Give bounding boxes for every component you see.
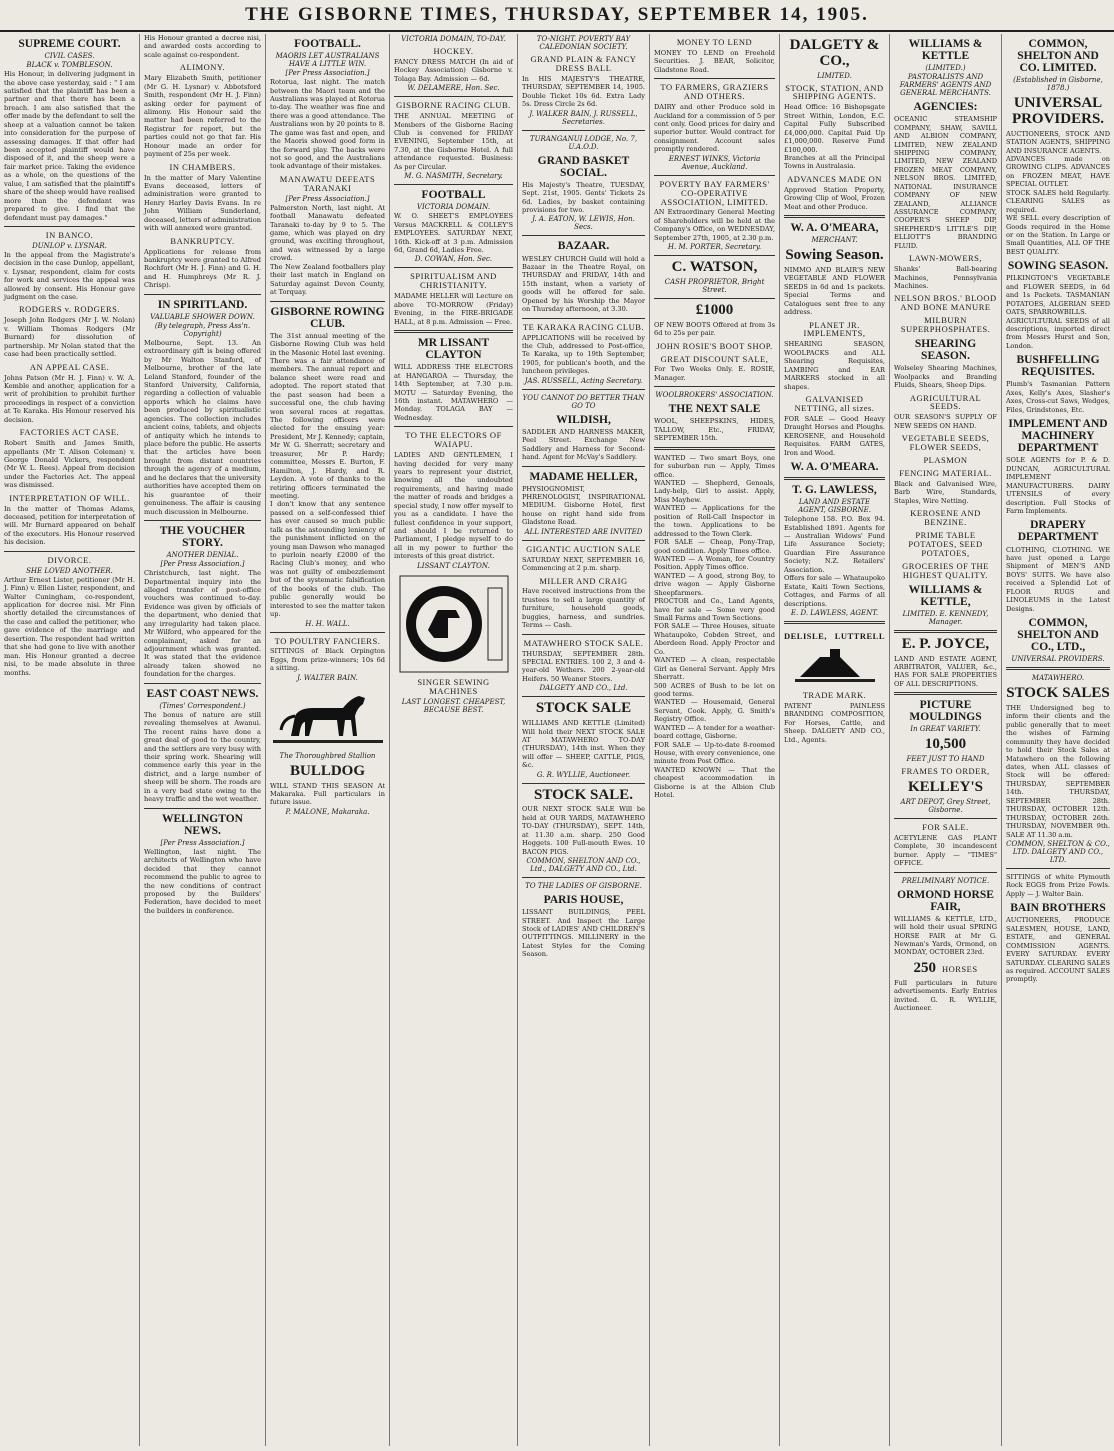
ad-text: WILLIAMS & KETTLE, LTD., will hold their usual SPRING HORSE FAIR at Mr G. Newman's Yards, Ormond, on MONDAY, OCTOBER 23rd. xyxy=(894,914,997,957)
ad-text: AN Extraordinary General Meeting of Shareholders will be held at the Company's Office, on WEDNESDAY, September 27th, 1905, at 2.30 p.m. xyxy=(654,208,775,242)
ad-text: SATURDAY NEXT, SEPTEMBER 16, Commencing at 2 p.m. sharp. xyxy=(522,555,645,573)
racing-club-heading: GISBORNE RACING CLUB. xyxy=(396,100,511,111)
ad-text: Branches at all the Principal Towns in Australasia. xyxy=(784,153,885,171)
divider xyxy=(394,426,513,427)
column-4 xyxy=(390,34,518,1446)
bushfelling-heading: BUSHFELLING REQUISITES. xyxy=(1016,354,1100,379)
ad-text: LADIES AND GENTLEMEN, I having decided for very many years to represent your district, knowing all the undoubted requirements, and having made the matter of roads and bridges a special study, I now offer myself to you as a candidate. I have the fullest confidence in your support, and should I be returned to Parliament, I pledge myself to do all in my power to further the interests of this great district. xyxy=(394,451,513,561)
classified-ad: WANTED — A tender for a weather-board cottage, Gisborne. xyxy=(654,723,775,741)
divider xyxy=(522,389,645,390)
signature: M. G. NASMITH, Secretary. xyxy=(404,172,503,181)
hockey-heading: HOCKEY. xyxy=(433,46,474,56)
ad-text: FANCY DRESS MATCH (In aid of Hockey Association) Gisborne v. Tolaga Bay. Admission — 6d. xyxy=(394,57,513,83)
case-heading: FACTORIES ACT CASE. xyxy=(19,427,120,438)
auction-sale-heading: GIGANTIC AUCTION SALE xyxy=(526,543,641,554)
ad-text: Telephone 158. P.O. Box 94. Established 1891. Agents for — Australian Widows' Fund Life Assurance Society; Guardian Fire Assurance Society; N.Z. Retailers' Association. xyxy=(784,515,885,574)
lissant-clayton-heading: MR LISSANT CLAYTON xyxy=(417,337,490,362)
ad-text: LISSANT BUILDINGS, PEEL STREET. And Inspect the Large Stock of LADIES' AND CHILDREN'S OUTFITTINGS. MILLINERY in the Latest Styles for the Coming Season. xyxy=(522,908,645,959)
article-text: Wellington, last night. The architects of Wellington who have decided that they cannot recommend the public to agree to the new conditions of contract proposed by the Builders' Federation, have decided to meet the builders in conference. xyxy=(144,847,261,915)
stock-sale-heading-2: STOCK SALE. xyxy=(534,786,633,803)
article-text: I don't know that any sentence passed on a self-confessed thief has ever caused so much public talk as the astounding leniency of the punishment inflicted on the young man Dawson who managed to purloin nearly £2000 of the Racing Club's money, and who was not guilty of embezzlement but of the systematic falsification of the books of the club. The public generally would be interested to see the matter taken up. xyxy=(270,500,385,619)
divider xyxy=(522,696,645,697)
williams-kettle-footer: WILLIAMS & KETTLE, xyxy=(908,583,983,608)
divider xyxy=(894,872,997,873)
divider xyxy=(784,477,885,480)
ad-text: WESLEY CHURCH Guild will hold a Bazaar in the Theatre Royal, on THURSDAY and FRIDAY, 14th and 15th instant, when a variety of goods will be offered for sale. Opened by his Worship the Mayor on Thursday afternoon, at 3.30. xyxy=(522,254,645,314)
column-7 xyxy=(780,34,890,1446)
trade-mark-names xyxy=(784,628,885,643)
case-subheading: SHE LOVED ANOTHER. xyxy=(26,566,113,575)
ad-text: In HIS MAJESTY'S THEATRE, THURSDAY, SEPTEMBER 14, 1905. Double Ticket 10s 6d. Extra Lady 5s. Dress Circle 2s 6d. xyxy=(522,74,645,109)
common-shelton-heading: COMMON, SHELTON AND CO. LIMITED. xyxy=(1017,38,1099,75)
classified-ad: 500 ACRES of Bush to be let on good terms. xyxy=(654,681,775,698)
column-2 xyxy=(140,34,266,1446)
ad-subheading: (LIMITED.) xyxy=(925,64,966,73)
ad-subheading: LAND AND ESTATE AGENT, GISBORNE. xyxy=(798,498,871,515)
article-text: His Honour, in delivering judgment in the above case yesterday, said : " I am satisfied that the plaintiff has been a partner and that there has been a breach. I am also satisfied that the offer made by the defendant to sell the sheep at a valuation cannot be taken into consideration for the purpose of assessing damages. If that offer had been accepted plaintiff would have disposed of it, and the sheep were a fair market price. Taking the evidence as a whole, on the questions of the value, I am satisfied that the plaintiff's share of the sheep would have realised more than the defendant was prepared to give. I find that the defendant must pay damages." xyxy=(4,70,135,222)
column-5 xyxy=(518,34,650,1446)
ad-text: For Two Weeks Only. E. ROSIE, Manager. xyxy=(654,365,775,382)
classified-ad: WANTED — Shepherd, Genoals, Lady-help, Girl to assist. Apply, Miss Mayhew. xyxy=(654,479,775,504)
press-credit: [Per Press Association.] xyxy=(285,194,370,203)
case-title: BLACK v. TOMBLESON. xyxy=(26,61,113,70)
ad-text: Shanks' Ball-bearing Machines, Pennsylvania Machines. xyxy=(894,265,997,290)
horse-illustration xyxy=(270,686,385,748)
ad-text: His Majesty's Theatre, TUESDAY, Sept. 21st, 1905. Gents' Tickets 2s 6d. Ladies, by basket containing provisions for two. xyxy=(522,180,645,215)
horses-count-row xyxy=(894,957,997,979)
universal-providers-heading: UNIVERSAL PROVIDERS. xyxy=(1011,95,1105,127)
ad-subheading: PASTORALISTS AND FARMERS' AGENTS AND GENERAL MERCHANTS. xyxy=(899,73,992,98)
spiritland-subheading: VALUABLE SHOWER DOWN. xyxy=(150,312,255,321)
masthead xyxy=(0,0,1114,32)
ad-subheading: ART DEPOT, Grey Street, Gisborne. xyxy=(900,797,991,814)
boots-price-heading: £1000 xyxy=(695,301,734,318)
supreme-court-heading: SUPREME COURT. xyxy=(18,38,121,50)
agencies-heading: AGENCIES: xyxy=(913,101,978,114)
article-text: In the appeal from the Magistrate's decision in the case Dunlop, appellant, v. Lysnar, respondent, claim for costs for work and services the appeal was allowed by consent. His Honour gave judgment on the case. xyxy=(4,250,135,302)
omeara-footer: W. A. O'MEARA. xyxy=(790,461,879,474)
article-text: Arthur Ernest Lister, petitioner (Mr H. J. Finn) v. Ellen Lister, respondent, and Walter Cuningham, co-respondent, application for decree nisi. Mr Finn shortly detailed the circumstances of the case and called the petitioner, who gave evidence of the marriage and desertion. The respondent had written that she had gone to live with another man. His Honour granted a decree nisi, to be made absolute in three months. xyxy=(4,575,135,677)
ad-text: Head Office: 16 Bishopsgate Street Within, London, E.C. Capital Fully Subscribed £4,000,000. Capital Paid Up £1,000,000. Reserve Fund £100,000. xyxy=(784,103,885,154)
signature: LISSANT CLAYTON. xyxy=(417,561,490,570)
case-heading: RODGERS v. RODGERS. xyxy=(18,304,121,315)
wellington-news-heading: WELLINGTON NEWS. xyxy=(162,812,243,837)
money-to-lend-heading: MONEY TO LEND xyxy=(676,37,753,47)
signature: W. DELAMERE, Hon. Sec. xyxy=(407,84,500,93)
discount-sale-heading: GREAT DISCOUNT SALE, xyxy=(660,353,769,364)
divider xyxy=(894,630,997,633)
lawless-heading: T. G. LAWLESS, xyxy=(792,484,877,497)
manure-heading: NELSON BROS.' BLOOD AND BONE MANURE xyxy=(894,293,997,313)
classified-ad: WANTED — A Woman, for Country Position. Apply Times office. xyxy=(654,554,775,572)
ad-text: OF NEW BOOTS Offered at from 3s 6d to 25s per pair. xyxy=(654,320,775,338)
article-text: In the matter of Mary Valentine Evans deceased, letters of administration were granted to Henry Harley Davis Evans. In re John William Sunderland, deceased, letters of administration with will annexed were granted. xyxy=(144,173,261,233)
kelleys-heading: KELLEY'S xyxy=(907,779,984,796)
case-heading: INTERPRETATION OF WILL. xyxy=(9,492,130,503)
divider xyxy=(4,551,135,552)
civil-cases-subheading: CIVIL CASES. xyxy=(44,52,95,61)
column-1 xyxy=(0,34,140,1446)
feet-count-heading: 10,500 xyxy=(924,736,967,753)
divider xyxy=(522,130,645,131)
press-credit: [Per Press Association.] xyxy=(285,69,370,78)
signature: J. WALKER BAIN, J. RUSSELL, Secretaries. xyxy=(529,109,638,126)
ad-text: OUR SEASON'S SUPPLY OF NEW SEEDS ON HAND. xyxy=(894,413,997,430)
ad-text: STOCK SALES held Regularly. CLEARING SALES as required. xyxy=(1006,188,1110,214)
classified-ad: WANTED KNOWN — That the cheapest accommodation in Gisborne is at the Albion Club Hotel. xyxy=(654,765,775,800)
article-text: Applications for release from bankruptcy were granted to Alfred Rochfort (Mr H. J. Finn) and G. H. and H. Humphreys (Mr R. J. Chrisp). xyxy=(144,247,261,290)
advances-heading: ADVANCES MADE ON xyxy=(787,173,882,184)
ad-text: OUR NEXT STOCK SALE Will be held at OUR YARDS, MATAWHERO TO-DAY (THURSDAY), SEPT. 14th, at 11.30 a.m. sharp. 250 Good Hoggets. 100 Full-mouth Ewes. 10 BACON PIGS. xyxy=(522,805,645,856)
omeara-heading: W. A. O'MEARA, xyxy=(790,222,879,235)
ad-text: LAND AND ESTATE AGENT, ARBITRATOR, VALUER, &c., HAS FOR SALE PROPERTIES OF ALL DESCRIPTIONS. xyxy=(894,654,997,688)
ad-text: MADAME HELLER will Lecture on above TO-MORROW (Friday) Evening, in the FIRE-BRIGADE HALL, at 8 p.m. Admission — Free. xyxy=(394,292,513,326)
madame-heller-heading: MADAME HELLER, xyxy=(529,470,638,483)
classified-ad: WANTED — A clean, respectable Girl as General Servant. Apply Mrs Sherratt. xyxy=(654,656,775,682)
classified-ad: WANTED — A good, strong Boy, to drive wagon — Apply Gisborne Sheepfarmers. xyxy=(654,571,775,597)
electors-heading: TO THE ELECTORS OF WAIAPU. xyxy=(405,430,502,450)
ad-text: W. O. SHEET'S EMPLOYEES Versus MACKRELL & COLLEY'S EMPLOYEES. SATURDAY NEXT, 16th. Kick-off at 3 p.m. Admission 6d, Grand 6d, Ladies Free. xyxy=(394,212,513,255)
spiritualism-heading: SPIRITUALISM AND CHRISTIANITY. xyxy=(410,271,497,291)
matawhero-sale-heading: MATAWHERO STOCK SALE. xyxy=(523,637,644,648)
spiritland-heading: IN SPIRITLAND. xyxy=(157,298,248,311)
horses-label: HORSES xyxy=(941,963,978,974)
ad-text: THURSDAY, SEPTEMBER 28th. SPECIAL ENTRIES. 100 2, 3 and 4-year-old Wethers. 200 2-year-old Heifers. 50 Weaner Steers. xyxy=(522,649,645,683)
next-sale-heading: THE NEXT SALE xyxy=(668,403,761,416)
ad-subheading: TO-NIGHT. POVERTY BAY CALEDONIAN SOCIETY. xyxy=(536,35,631,51)
divider xyxy=(1006,868,1110,869)
bulldog-heading: BULLDOG xyxy=(289,762,365,779)
classified-ad: PROCTOR and Co., Land Agents, have for sale — Some very good Small Farms and Town Sections. xyxy=(654,597,775,622)
ad-text: PHYSIOGNOMIST, PHRENOLOGIST, INSPIRATIONAL MEDIUM. Gisborne Hotel, first house on right hand side from Gladstone Road. xyxy=(522,484,645,527)
divider xyxy=(654,255,775,256)
ad-text: MONEY TO LEND on Freehold Securities. J. BEAR, Solicitor, Gladstone Road. xyxy=(654,48,775,74)
seeds-heading: AGRICULTURAL SEEDS. xyxy=(909,392,982,412)
divider xyxy=(144,520,261,521)
article-text: Melbourne, Sept. 13. An extraordinary gift is being offered by Mr Walton Stanford, of Melbourne, brother of the late Leland Stanford, founder of the Stanford University, California, regarding a collection of valuable apports which he claims have been produced by spiritualistic agencies. The collection includes ancient coins, tablets, and objects of antiquity which he intends to place before the public. He asserts that the articles have been brought from distant countries through the agency of a medium, and he declares that the university authorities have accepted them on his guarantee of their genuineness. The affair is causing much discussion in Melbourne. xyxy=(144,338,261,516)
article-text: Joseph John Rodgers (Mr J. W. Nolan) v. William Thomas Rodgers (Mr Burnard) for dissolution of partnership. Mr Nolan stated that the case had been practically settled. xyxy=(4,316,135,359)
singer-tagline: LAST LONGEST. CHEAPEST, BECAUSE BEST. xyxy=(401,697,506,714)
ad-subheading: In GREAT VARIETY. xyxy=(910,725,981,734)
for-sale-heading: FOR SALE. xyxy=(922,821,969,832)
dalgety-services: STOCK, STATION, AND SHIPPING AGENTS. xyxy=(785,82,884,102)
divider xyxy=(522,235,645,236)
wildish-heading: WILDISH, xyxy=(556,413,611,426)
horses-count: 250 xyxy=(913,959,936,976)
basket-social-heading: GRAND BASKET SOCIAL. xyxy=(537,154,630,179)
divider xyxy=(144,294,261,295)
divider xyxy=(522,540,645,541)
sowing-season-heading-2: SOWING SEASON. xyxy=(1007,260,1109,273)
signature: J. WALTER BAIN. xyxy=(297,673,358,682)
ad-subheading: (Established in Gisborne, 1878.) xyxy=(1013,76,1103,93)
vegetable-seeds-heading: VEGETABLE SEEDS, FLOWER SEEDS, xyxy=(901,433,990,453)
plasmon-heading: PLASMON xyxy=(923,455,968,466)
divider xyxy=(270,301,385,302)
case-heading: AN APPEAL CASE. xyxy=(29,361,110,372)
manawatu-heading: MANAWATU DEFEATS TARANAKI xyxy=(279,173,376,193)
singer-sewing-machine-icon xyxy=(398,574,510,674)
paris-house-heading: PARIS HOUSE, xyxy=(543,894,624,907)
shearing-season-heading: SHEARING SEASON. xyxy=(914,338,977,363)
article-text: Christchurch, last night. The Departmental inquiry into the alleged transfer of post-office vouchers was continued to-day. Evidence was given by officials of the department, who denied that any irregularity had taken place. Mr Wilford, who appeared for the complainant, asked for an adjournment which was granted. It was stated that the evidence already taken showed no foundation for the charges. xyxy=(144,569,261,679)
article-text: Palmerston North, last night. At football Manawatu defeated Taranaki to-day by 9 to 5. The game, which was played on dry ground, was exciting throughout, and was witnessed by a large crowd. xyxy=(270,203,385,263)
delisle-label: DELISLE, xyxy=(784,630,827,641)
divider xyxy=(4,226,135,227)
classified-ad: WANTED — Two smart Boys, one for suburban run — Apply, Times office. xyxy=(654,453,775,479)
signature: LIMITED. E. KENNEDY, Manager. xyxy=(902,609,989,626)
article-text: The New Zealand footballers play their last match in England on Saturday against Devon County, at Torquay. xyxy=(270,262,385,297)
article-text: The 31st annual meeting of the Gisborne Rowing Club was held in the Masonic Hotel last evening. There was a fair attendance of members. The annual report and balance sheet were read and adopted. The report stated that the past season had been a successful one, the club having won several races at regattas. The following officers were elected for the ensuing year: President, Mr J. Kennedy; captain, Mr W. G. Sherratt; secretary and treasurer, Mr P. Hardy; committee, Messrs E. Burton, F. Hamilton, J. Hardy, and R. Leyden. A vote of thanks to the retiring officers terminated the meeting. xyxy=(270,331,385,500)
chambers-heading: IN CHAMBERS. xyxy=(169,161,236,172)
signature: COMMON, SHELTON AND CO., Ltd., DALGETY AND CO., Ltd. xyxy=(526,857,641,874)
ad-subheading: YOU CANNOT DO BETTER THAN GO TO xyxy=(522,393,645,410)
rowing-club-heading: GISBORNE ROWING CLUB. xyxy=(270,305,385,330)
classified-ad: WANTED — Applications for the position of Roll-Call Inspector in the town. Applications to be addressed to the Town Clerk. xyxy=(654,504,775,538)
divider xyxy=(894,818,997,819)
ad-text: Approved Station Property, Growing Clip of Wool, Frozen Meat and other Produce. xyxy=(784,185,885,211)
drapery-heading: DRAPERY DEPARTMENT xyxy=(1017,519,1099,544)
ad-text: SADDLER AND HARNESS MAKER, Peel Street. Exchange New Saddlery and Harness for Second-hand. Agent for McVay's Saddlery. xyxy=(522,427,645,462)
ad-subheading: FEET JUST TO HAND xyxy=(906,755,985,764)
divider xyxy=(784,215,885,218)
divider xyxy=(522,318,645,319)
classified-ad: FOR SALE — Three Houses, situate Whataupoko, Cobden Street, and Aberdeen Road. Apply Proctor and Co. xyxy=(654,622,775,656)
divider xyxy=(654,386,775,387)
classified-ad: FOR SALE — Up-to-date 8-roomed House, with every convenience, one minute from Post Office. xyxy=(654,740,775,766)
signature: D. COWAN, Hon. Sec. xyxy=(414,255,493,264)
sowing-season-heading: Sowing Season. xyxy=(785,247,884,264)
ad-text: DAIRY and other Produce sold in Auckland for a commission of 5 per cent only. Good prices for dairy and superior butter. Would contract for consignment. Account sales promptly rendered. xyxy=(654,103,775,154)
ad-text: Full particulars in future advertisements. Early Entries invited. G. R. WYLLIE, Auctioneer. xyxy=(894,978,997,1012)
superphosphates-heading: MILBURN SUPERPHOSPHATES. xyxy=(900,315,991,335)
divider xyxy=(270,632,385,633)
divider xyxy=(784,621,885,624)
voucher-story-heading: THE VOUCHER STORY. xyxy=(159,524,246,550)
divorce-heading: DIVORCE. xyxy=(47,554,92,565)
branding-iron-icon xyxy=(790,647,880,687)
te-karaka-heading: TE KARAKA RACING CLUB. xyxy=(522,321,645,332)
stock-sale-heading: STOCK SALE xyxy=(535,700,632,717)
ad-text: SITTINGS of Black Orpington Eggs, from prize-winners; 10s 6d a sitting. xyxy=(270,647,385,673)
signature: COMMON, SHELTON & CO., LTD. DALGETY AND CO., LTD. xyxy=(1006,839,1110,864)
ad-text: WILLIAMS AND KETTLE (Limited) Will hold their NEXT STOCK SALE AT MATAWHERO TO-DAY (THURSDAY), 14th inst. When they will offer — SHEEP, CATTLE, PIGS, &c. xyxy=(522,719,645,770)
signature: E. D. LAWLESS, AGENT. xyxy=(790,608,879,617)
alimony-heading: ALIMONY. xyxy=(179,62,226,73)
ad-subheading: VICTORIA DOMAIN, TO-DAY. xyxy=(401,35,506,43)
c-watson-heading: C. WATSON, xyxy=(671,259,758,276)
article-text: Robert Smith and James Smith, appellants (Mr T. Alison Coleman) v. George Donald Vickers, respondent (Mr W. L. Rees). Appeal from decision under the Factories Act. The appeal was dismissed. xyxy=(4,439,135,490)
masthead-title: THE GISBORNE TIMES, THURSDAY, SEPTEMBER 14, 1905. xyxy=(245,4,869,25)
planet-jr-heading: PLANET JR. IMPLEMENTS, xyxy=(803,319,866,339)
east-coast-news-heading: EAST COAST NEWS. xyxy=(146,687,259,700)
stock-sales-heading: STOCK SALES xyxy=(1006,685,1110,702)
classified-ad: FOR SALE — Cheap, Pony-Trap, good condition. Apply Times office. xyxy=(654,538,775,555)
divider xyxy=(894,692,997,695)
football-subheading: MAORIS LET AUSTRALIANS HAVE A LITTLE WIN. xyxy=(275,52,380,69)
article-text: In the matter of Thomas Adams, deceased, petition for interpretation of will. Mr Burnard appeared on behalf of the executors. His Honour reserved his decision. xyxy=(4,504,135,547)
ad-text: Black and Galvanised Wire, Barb Wire, Standards, Staples, Wire Netting. xyxy=(894,479,997,505)
in-banco-heading: IN BANCO. xyxy=(45,229,94,240)
classified-ad: WANTED — Housemaid, General Servant, Cook. Apply, G. Smith's Registry Office. xyxy=(654,698,775,724)
trade-mark-caption: TRADE MARK. xyxy=(802,689,867,700)
implement-heading: IMPLEMENT AND MACHINERY DEPARTMENT xyxy=(1008,418,1108,455)
common-shelton-footer: COMMON, SHELTON AND CO., LTD., xyxy=(1017,617,1099,654)
ad-text: FOR SALE — Good Heavy Draught Horses and Ploughs. KEROSENE, and Household Requisites. FARM GATES, Iron and Wood. xyxy=(784,414,885,457)
ad-subheading: LIMITED. xyxy=(817,71,852,80)
ad-text: AGRICULTURAL SEEDS of all descriptions, imported direct from Messrs Hurst and Son, London. xyxy=(1006,316,1110,350)
football-heading: FOOTBALL. xyxy=(294,38,361,50)
ad-text: WE SELL every description of Goods required in the Home or on the Station. In Large or Small Quantities, ALL OF THE BEST QUALITY. xyxy=(1006,214,1110,256)
divider xyxy=(394,184,513,185)
boot-shop-heading: JOHN ROSIE'S BOOT SHOP. xyxy=(656,340,773,351)
ad-text: AUCTIONEERS, PRODUCE SALESMEN, HOUSE, LAND, ESTATE, and GENERAL COMMISSION AGENTS. EVERY SATURDAY. EVERY SATURDAY. CLEARING SALES as required. ACCOUNT SALES promptly. xyxy=(1006,916,1111,984)
divider xyxy=(144,683,261,684)
voucher-subheading: ANOTHER DENIAL. xyxy=(166,551,239,560)
column-9 xyxy=(1002,34,1114,1446)
ad-text: OCEANIC STEAMSHIP COMPANY, SHAW, SAVILL AND ALBION COMPANY, LIMITED, NEW ZEALAND SHIPPING COMPANY, LIMITED, NEW ZEALAND FROZEN MEAT COMPANY, NELSON BROS. LIMITED, NATIONAL INSURANCE COMPANY OF NEW ZEALAND, ALLIANCE ASSURANCE COMPANY, COOPER'S SHEEP DIP, SHEPHERD'S LITTLE'S DIP, ELLIOTT'S BRANDING FLUID. xyxy=(894,115,997,250)
fencing-heading: FENCING MATERIAL. xyxy=(899,468,992,479)
ball-heading: GRAND PLAIN & FANCY DRESS BALL xyxy=(530,54,637,73)
ad-text: PATENT PAINLESS BRANDING COMPOSITION, For Horses, Cattle, and Sheep. DALGETY AND CO., Ltd., Agents. xyxy=(784,701,885,744)
ad-subheading: TURANGANUI LODGE, No. 7, U.A.O.D. xyxy=(529,134,638,151)
divider xyxy=(1006,667,1110,670)
ad-text: APPLICATIONS will be received by the Club, addressed to Post-office, Te Karaka, up to 19th September, 1905, for publican's booth, and the luncheon privileges. xyxy=(522,333,645,376)
divider xyxy=(144,808,261,809)
ad-text: SHEARING SEASON, WOOLPACKS and ALL Shearing Requisites, LAMBING and EAR MARKERS stocked in all shapes. xyxy=(784,340,885,391)
divider xyxy=(394,330,513,333)
ad-text: CLOTHING, CLOTHING. WE have just opened a Large Shipment of MEN'S AND BOYS' SUITS. We have also received a Splendid Lot of FLOOR RUGS and LINOLEUMS in the Latest Designs. xyxy=(1006,545,1110,613)
bazaar-heading: BAZAAR. xyxy=(557,240,610,253)
ad-subheading: MATAWHERO. xyxy=(1031,674,1085,683)
divider xyxy=(654,447,775,450)
horse-icon xyxy=(273,686,383,748)
ad-text: Plumb's Tasmanian Pattern Axes, Kelly's Axes, Slasher's Axes, Cross-cut Saws, Wedges, Files, Grindstones, Etc. xyxy=(1006,380,1110,414)
signature: JAS. RUSSELL, Acting Secretary. xyxy=(524,376,643,385)
groceries-heading: GROCERIES OF THE HIGHEST QUALITY. xyxy=(902,560,989,580)
ad-subheading: CASH PROPRIETOR, Bright Street. xyxy=(664,277,765,294)
divider xyxy=(394,96,513,97)
press-credit: [Per Press Association.] xyxy=(160,560,245,569)
divider xyxy=(522,783,645,784)
article-text: Rotorua, last night. The match between the Maori team and the Australians was played at Rotorua to-day. The weather was fine and there was a good attendance. The Australians won by 20 points to 8. The game was fast and open, and the Maoris showed good form in the forward play. The backs were not so good, and the Australians took advantage of their mistakes. xyxy=(270,78,385,171)
ad-subheading: MERCHANT. xyxy=(811,236,858,245)
williams-kettle-heading: WILLIAMS & KETTLE xyxy=(908,38,983,63)
column-3 xyxy=(266,34,390,1446)
ad-text: ACETYLENE GAS PLANT Complete, 30 incandescent burner. Apply — "TIMES" OFFICE. xyxy=(894,833,997,868)
football-ad-heading: FOOTBALL xyxy=(421,189,486,202)
article-text: The bonus of nature are still revealing themselves at Awanui. The recent rains have done a great deal of good to the country, and the settlers are very busy with their spring work. Shearing will commence early this year in the district, and a large number of sheep will be shorn. The roads are in a very bad state owing to the heavy traffic and the wet weather. xyxy=(144,710,261,804)
lawn-mowers-heading: LAWN-MOWERS, xyxy=(908,253,983,264)
potatoes-heading: PRIME TABLE POTATOES, SEED POTATOES, xyxy=(908,530,983,558)
luttrell-label: LUTTRELL xyxy=(834,630,885,641)
signature: ERNEST WINKS, Victoria Avenue, Auckland. xyxy=(668,154,761,171)
divider xyxy=(522,466,645,467)
ad-subheading: PRELIMINARY NOTICE. xyxy=(901,876,990,885)
trade-mark-logo xyxy=(784,647,885,687)
ad-text: NIMMO AND BLAIR'S NEW VEGETABLE AND FLOWER SEEDS in 6d and 1s packets. Special Terms and Catalogues sent free to any address. xyxy=(784,265,885,317)
telegraph-credit: (By telegraph, Press Ass'n. Copyright) xyxy=(154,321,251,338)
ad-text: Wolseley Shearing Machines, Woolpacks and Branding Fluids, Shears, Sheep Dips. xyxy=(894,364,997,390)
ad-subheading: UNIVERSAL PROVIDERS. xyxy=(1011,655,1105,664)
column-8 xyxy=(890,34,1002,1446)
ad-text: SOLE AGENTS for P. & D. DUNCAN, AGRICULTURAL IMPLEMENT MANUFACTURERS. DAIRY UTENSILS of every description. Full Stocks of Farm Implements. xyxy=(1006,456,1110,515)
column-6 xyxy=(650,34,780,1446)
ad-subheading: TO THE LADIES OF GISBORNE. xyxy=(525,882,642,891)
ad-subheading: ALL INTERESTED ARE INVITED xyxy=(524,527,643,536)
ad-text: WOOL, SHEEPSKINS, HIDES, TALLOW, Etc., FRIDAY, SEPTEMBER 15th. xyxy=(654,417,775,443)
stallion-caption: The Thoroughbred Stallion xyxy=(279,751,376,760)
press-credit: [Per Press Association.] xyxy=(160,838,245,847)
divider xyxy=(522,877,645,878)
ad-text: WILL ADDRESS THE ELECTORS at HANGAROA — Thursday, the 14th September, at 7.30 p.m. MOTU — Saturday Evening, the 16th instant. MATAWHERO — Monday. TOLAGA BAY — Wednesday. xyxy=(394,363,513,422)
signature: J. A. EATON, W. LEWIS, Hon. Secs. xyxy=(532,215,635,232)
ad-text: WILL STAND THIS SEASON At Makaraka. Full particulars in future issue. xyxy=(270,781,385,807)
singer-logo xyxy=(394,574,513,674)
divider xyxy=(522,634,645,635)
ad-text: PILKINGTON'S VEGETABLE and FLOWER SEEDS, in 6d and 1s Packets. TASMANIAN POTATOES, ALGERIAN SEED OATS, SPARROWBILLS. xyxy=(1006,274,1110,317)
article-text: Mary Elizabeth Smith, petitioner (Mr G. H. Lysnar) v. Abbotsford Smith, respondent (Mr H. J. Finn) asking order for payment of alimony. His Honour said the matter had been referred to the Registrar for report, but the parties could not go that far. His Honour made an order for payment of 25s per week. xyxy=(144,74,261,159)
divider xyxy=(654,175,775,176)
case-title: DUNLOP v. LYSNAR. xyxy=(32,241,107,250)
ad-subheading: VICTORIA DOMAIN. xyxy=(416,203,491,212)
article-text: His Honour granted a decree nisi, and awarded costs according to scale against co-respondent. xyxy=(144,34,261,59)
signature: G. R. WYLLIE, Auctioneer. xyxy=(536,770,631,779)
divider xyxy=(394,267,513,268)
dalgety-heading: DALGETY & CO., xyxy=(789,37,880,69)
ad-text: AUCTIONEERS, STOCK AND STATION AGENTS, SHIPPING AND INSURANCE AGENTS. xyxy=(1006,129,1110,155)
kerosene-heading: KEROSENE AND BENZINE. xyxy=(910,508,981,528)
singer-heading: SINGER SEWING MACHINES xyxy=(417,676,490,696)
ad-text: THE ANNUAL MEETING of Members of the Gisborne Racing Club is convened for FRIDAY EVENING, September 15th, at 7.30, at the Gisborne Hotel. A full attendance requested. Business: As per Circular. xyxy=(394,112,513,171)
ad-text: Have received instructions from the trustees to sell a large quantity of furniture, household goods, buggies, harness, and sundries. Terms — Cash. xyxy=(522,587,645,630)
signature: P. MALONE, Makaraka. xyxy=(285,807,370,816)
ad-subheading: WOOLBROKERS' ASSOCIATION. xyxy=(655,391,774,400)
farmers-coop-heading: POVERTY BAY FARMERS' CO-OPERATIVE ASSOCIATION, LIMITED. xyxy=(659,178,770,207)
bankruptcy-heading: BANKRUPTCY. xyxy=(170,235,235,246)
ad-text: SITTINGS of white Plymouth Rock EGGS from Prize Fowls. Apply — J. Walter Bain. xyxy=(1006,872,1110,898)
ad-text: Offers for sale — Whataupoko Estate, Kaiti Town Sections, Cottages, and Farms of all descriptions. xyxy=(784,574,885,608)
ad-text: THE Undersigned beg to inform their clients and the public generally that to meet the wishes of Farming community they have decided to hold their Stock Sales at Matawhero on the following dates, when ALL classes of Stock will be offered: THURSDAY, SEPTEMBER 14th. THURSDAY, SEPTEMBER 28th. THURSDAY, OCTOBER 12th. THURSDAY, OCTOBER 26th. THURSDAY, NOVEMBER 9th. SALE AT 11.30 a.m. xyxy=(1006,703,1110,839)
divider xyxy=(654,78,775,79)
signature: H. M. PORTER, Secretary. xyxy=(667,243,762,252)
horse-fair-heading: ORMOND HORSE FAIR, xyxy=(897,888,994,913)
correspondent-credit: (Times' Correspondent.) xyxy=(159,701,246,710)
article-text: Johns Patson (Mr H. J. Finn) v. W. A. Kemble and another, application for a writ of prohibition to prohibit further proceedings in respect of a conviction at Te Karaka. His Honour reserved his decision. xyxy=(4,373,135,424)
miller-craig-heading: MILLER AND CRAIG xyxy=(539,575,628,586)
signature: DALGETY AND CO., Ltd. xyxy=(539,684,628,693)
picture-mouldings-heading: PICTURE MOULDINGS xyxy=(909,699,982,724)
bain-brothers-heading: BAIN BROTHERS xyxy=(1010,902,1106,915)
netting-heading: GALVANISED NETTING, all sizes. xyxy=(794,393,875,413)
ad-text: ADVANCES made on GROWING CLIPS. ADVANCES on FROZEN MEAT, HAVE SPECIAL OUTLET. xyxy=(1006,155,1110,189)
frames-heading: FRAMES TO ORDER, xyxy=(901,766,990,777)
poultry-heading: TO POULTRY FANCIERS. xyxy=(274,635,381,646)
divider xyxy=(654,298,775,299)
signature: H. H. WALL. xyxy=(305,619,350,628)
farmers-heading: TO FARMERS, GRAZIERS AND OTHERS. xyxy=(660,82,769,102)
ep-joyce-heading: E. P. JOYCE, xyxy=(901,635,990,652)
